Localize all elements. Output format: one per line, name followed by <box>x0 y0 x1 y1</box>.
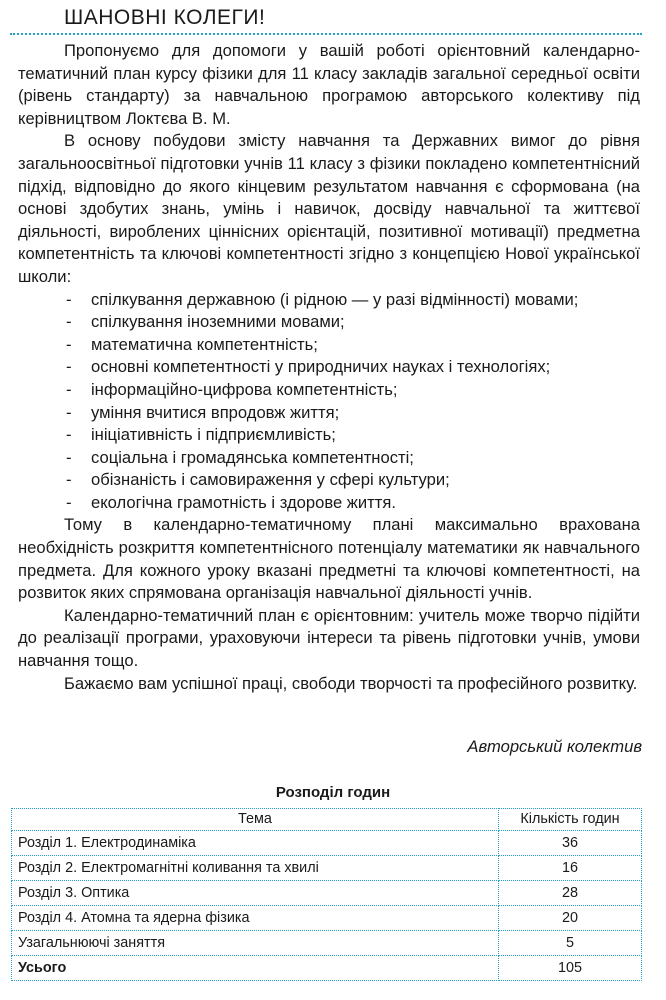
list-item-text: обізнаність і самовираження у сфері культури; <box>91 470 450 490</box>
list-item-text: інформаційно-цифрова компетентність; <box>91 379 398 399</box>
row-topic: Розділ 1. Електродинаміка <box>12 831 499 856</box>
page-title: ШАНОВНІ КОЛЕГИ! <box>64 6 266 29</box>
list-item <box>18 469 640 492</box>
row-topic: Розділ 4. Атомна та ядерна фізика <box>12 906 499 931</box>
header-topic: Тема <box>12 809 499 831</box>
list-item-text: спілкування іноземними мовами; <box>91 312 345 332</box>
row-hours: 28 <box>499 881 642 906</box>
row-hours: 16 <box>499 856 642 881</box>
list-item-text: математична компетентність; <box>91 334 318 354</box>
row-hours: 20 <box>499 906 642 931</box>
dash-bullet: - <box>66 447 72 467</box>
list-item-text: спілкування державною (і рідною — у разі відмінності) мовами; <box>91 289 579 309</box>
table-title: Розподіл годин <box>275 784 391 801</box>
title-divider <box>10 33 642 35</box>
list-item-text: основні компетентності у природничих науках і технологіях; <box>91 357 551 377</box>
row-hours: 5 <box>499 931 642 956</box>
list-item <box>18 492 640 515</box>
list-item <box>18 356 640 379</box>
table-row <box>12 931 642 956</box>
paragraph: Календарно-тематичний план є орієнтовним: учитель може творчо підійти до реалізації програми, ураховуючи інтереси та рівень підготовки учнів, умови навчання тощо. <box>18 605 640 671</box>
list-item <box>18 311 640 334</box>
list-item <box>18 334 640 357</box>
dash-bullet: - <box>66 379 72 399</box>
signature: Авторський колектив <box>467 737 642 756</box>
total-label: Усього <box>12 956 499 981</box>
table-row <box>12 856 642 881</box>
list-item <box>18 402 640 425</box>
paragraph: Тому в календарно-тематичному плані максимально врахована необхідність розкриття компетентнісного потенціалу математики як навчального предмета. Для кожного уроку вказані предметні та ключові компетентності, на розвиток яких спрямована організація навчальної діяльності учнів. <box>18 515 640 603</box>
paragraph: Бажаємо вам успішної праці, свободи творчості та професійного розвитку. <box>64 673 638 693</box>
list-item <box>18 289 640 312</box>
row-hours: 36 <box>499 831 642 856</box>
dash-bullet: - <box>66 402 72 422</box>
hours-table <box>11 808 642 981</box>
table-row <box>12 881 642 906</box>
table-total-row <box>12 956 642 981</box>
dash-bullet: - <box>66 357 72 377</box>
row-topic: Узагальнюючі заняття <box>12 931 499 956</box>
list-item-text: уміння вчитися впродовж життя; <box>91 402 340 422</box>
list-item-text: соціальна і громадянська компетентності; <box>91 447 414 467</box>
dash-bullet: - <box>66 470 72 490</box>
dash-bullet: - <box>66 334 72 354</box>
list-item-text: екологічна грамотність і здорове життя. <box>91 492 396 512</box>
paragraph: Пропонуємо для допомоги у вашій роботі орієнтовний календарно-тематичний план курсу фізики для 11 класу закладів загальної середньої освіти (рівень стандарту) за навчальною програмою авторського колективу під керівництвом Локтєва В. М. <box>18 41 640 128</box>
table-row <box>12 831 642 856</box>
dash-bullet: - <box>66 492 72 512</box>
dash-bullet: - <box>66 289 72 309</box>
list-item-text: ініціативність і підприємливість; <box>91 425 336 445</box>
row-topic: Розділ 3. Оптика <box>12 881 499 906</box>
table-row <box>12 906 642 931</box>
table-header-row <box>12 809 642 831</box>
list-item <box>18 379 640 402</box>
header-hours: Кількість годин <box>499 809 642 831</box>
competency-list <box>18 289 640 515</box>
row-topic: Розділ 2. Електромагнітні коливання та хвилі <box>12 856 499 881</box>
dash-bullet: - <box>66 312 72 332</box>
dash-bullet: - <box>66 425 72 445</box>
list-item <box>18 424 640 447</box>
letter-body <box>18 40 640 695</box>
list-item <box>18 447 640 470</box>
total-hours: 105 <box>499 956 642 981</box>
paragraph: В основу побудови змісту навчання та Державних вимог до рівня загальноосвітньої підготовки учнів 11 класу з фізики покладено компетентнісний підхід, відповідно до якого кінцевим результатом навчання є сформована (на основі здобутих знань, умінь і навичок, досвіду навчальної та життєвої діяльності, вироблених ціннісних орієнтацій, позитивної мотивації) предметна компетентність та ключові компетентності згідно з концепцією Нової української школи: <box>18 131 640 286</box>
